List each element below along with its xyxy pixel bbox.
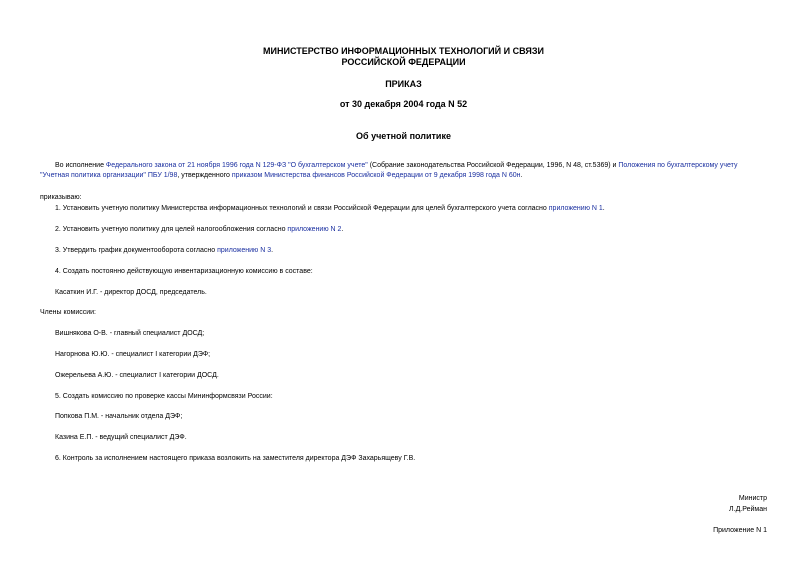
appendix-2-link[interactable]: приложению N 2 — [287, 226, 342, 233]
preamble-line1: Во исполнение Федерального закона от 21 ноября 1996 года N 129-ФЗ "О бухгалтерском учете" (Собрание законодательства Российской Федерации, 1996, N 48, ст.5369) и Положения по бухгалтерскому учету — [55, 162, 738, 169]
minfin-order-link[interactable]: приказом Министерства финансов Российской Федерации от 9 декабря 1998 года N 60н — [231, 172, 521, 179]
item-6: 6. Контроль за исполнением настоящего приказа возложить на заместителя директора ДЭФ Захарьящеву Г.В. — [55, 455, 416, 462]
cash-member-2: Казина Е.П. - ведущий специалист ДЭФ. — [55, 434, 187, 441]
item-3: 3. Утвердить график документооборота согласно приложению N 3. — [55, 247, 274, 254]
appendix-3-link[interactable]: приложению N 3 — [217, 247, 272, 254]
item-2: 2. Установить учетную политику для целей налогообложения согласно приложению N 2. — [55, 226, 344, 233]
document-date-number: от 30 декабря 2004 года N 52 — [339, 99, 468, 109]
item-4: 4. Создать постоянно действующую инвентаризационную комиссию в составе: — [55, 268, 313, 275]
document-title: Об учетной политике — [356, 131, 451, 141]
orders-label: приказываю: — [40, 194, 82, 201]
item-1: 1. Установить учетную политику Министерства информационных технологий и связи Российской Федерации для целей бухгалтерского учета согласно приложению N 1. — [55, 205, 605, 212]
commission-chair: Касаткин И.Г. - директор ДОСД, председатель. — [55, 289, 207, 296]
document-type: ПРИКАЗ — [385, 79, 422, 89]
item-5: 5. Создать комиссию по проверке кассы Мининформсвязи России: — [55, 393, 273, 400]
signature-position: Министр — [738, 495, 767, 502]
members-label: Члены комиссии: — [40, 309, 97, 316]
signature-name: Л.Д.Рейман — [729, 506, 767, 513]
pbu-regulation-link[interactable]: Положения по бухгалтерскому учету — [618, 162, 738, 169]
appendix-label: Приложение N 1 — [713, 527, 767, 534]
cash-member-1: Попкова П.М. - начальник отдела ДЭФ; — [55, 413, 183, 420]
preamble-line2: "Учетная политика организации" ПБУ 1/98, утвержденного приказом Министерства финансов Российской Федерации от 9 декабря 1998 года N 60н. — [40, 172, 523, 179]
pbu-regulation-link-cont[interactable]: "Учетная политика организации" ПБУ 1/98 — [40, 172, 178, 179]
member-2: Нагорнова Ю.Ю. - специалист I категории ДЭФ; — [55, 351, 211, 358]
member-1: Вишнякова О-В. - главный специалист ДОСД; — [55, 330, 205, 337]
appendix-1-link[interactable]: приложению N 1 — [548, 205, 603, 212]
ministry-name-line1: МИНИСТЕРСТВО ИНФОРМАЦИОННЫХ ТЕХНОЛОГИЙ И СВЯЗИ — [263, 46, 544, 56]
federal-law-link[interactable]: Федерального закона от 21 ноября 1996 года N 129-ФЗ "О бухгалтерском учете" — [105, 162, 368, 169]
ministry-name-line2: РОССИЙСКОЙ ФЕДЕРАЦИИ — [341, 57, 466, 67]
member-3: Ожерельева А.Ю. - специалист I категории ДОСД. — [55, 372, 219, 379]
